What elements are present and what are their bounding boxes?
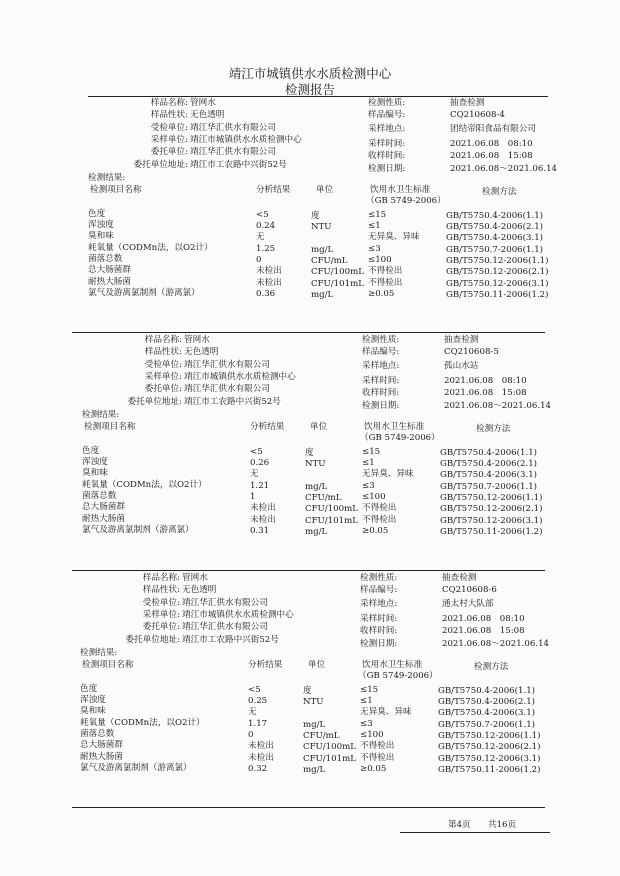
table-row-unit: mg/L — [305, 481, 328, 492]
info-value-sample-no: CQ210608-5 — [444, 347, 499, 358]
info-label-sample-no: 样品编号: — [362, 347, 400, 358]
table-row-method: GB/T5750.11-2006(1.2) — [440, 526, 543, 537]
table-row-method: GB/T5750.11-2006(1.2) — [446, 289, 549, 300]
table-row-item: 耗氧量（CODMn法，以O2计） — [82, 479, 207, 490]
table-row-result: 无 — [250, 469, 259, 480]
info-label-sample-state: 样品性状: — [150, 110, 188, 121]
col-header-result: 分析结果 — [250, 421, 285, 432]
info-value-sample-state: 无色透明 — [190, 110, 225, 121]
table-row-std: 无异臭、异味 — [360, 707, 412, 718]
col-header-std: 饮用水卫生标准 — [362, 659, 423, 670]
table-row-std: ≤100 — [362, 492, 386, 502]
table-row-item: 菌落总数 — [82, 491, 117, 501]
info-value-sampling-unit: 靖江市城镇供水水质检测中心 — [182, 609, 294, 620]
table-row-result: 未检出 — [256, 277, 282, 288]
table-row-std: 不得检出 — [368, 277, 403, 288]
table-row-std: 不得检出 — [362, 503, 397, 514]
col-header-unit: 单位 — [308, 659, 326, 670]
table-row-unit: mg/L — [303, 764, 326, 775]
table-row-unit: CFU/mL — [311, 256, 348, 266]
table-row-result: <5 — [256, 209, 269, 220]
table-row-item: 臭和味 — [88, 231, 114, 242]
table-row-std: ≤15 — [368, 209, 387, 220]
table-row-std: ≥0.05 — [368, 288, 395, 299]
info-value-entrusted-unit: 靖江华汇供水有限公司 — [190, 122, 276, 133]
table-row-unit: CFU/101mL — [311, 278, 364, 289]
info-label-sample-name: 样品名称: — [150, 98, 188, 108]
info-value-test-date: 2021.06.08～2021.06.14 — [444, 400, 552, 411]
table-row-result: 1.17 — [248, 718, 268, 729]
col-header-std: 饮用水卫生标准 — [370, 184, 431, 195]
table-row-std: ≤1 — [368, 221, 381, 232]
table-row-item: 氯气及游离氯制剂（游离氯） — [82, 524, 194, 535]
table-row-item: 总大肠菌群 — [80, 740, 123, 751]
info-label-sample-state: 样品性状: — [142, 585, 180, 596]
table-row-unit: CFU/100mL — [305, 504, 358, 515]
table-row-result: 无 — [256, 232, 265, 243]
table-row-method: GB/T5750.4-2006(3.1) — [446, 233, 544, 244]
col-header-result: 分析结果 — [248, 659, 283, 670]
table-row-item: 色度 — [82, 445, 100, 456]
info-label-sampling-time: 采样时间: — [360, 613, 398, 624]
info-value-sample-state: 无色透明 — [182, 585, 217, 596]
table-row-unit: mg/L — [311, 244, 334, 255]
info-value-sample-state: 无色透明 — [184, 347, 219, 358]
info-value-sampling-time: 2021.06.08 08:10 — [444, 375, 527, 386]
table-row-item: 氯气及游离氯制剂（游离氯） — [80, 762, 192, 773]
table-row-std: ≤100 — [368, 255, 392, 265]
info-value-receive-time: 2021.06.08 15:08 — [442, 626, 525, 637]
table-row-method: GB/T5750.12-2006(3.1) — [440, 515, 543, 526]
table-row-item: 色度 — [80, 683, 98, 694]
table-row-result: <5 — [248, 684, 261, 695]
col-header-item: 检测项目名称 — [82, 659, 134, 670]
info-value-sample-no: CQ210608-4 — [450, 110, 505, 121]
col-header-item: 检测项目名称 — [84, 421, 136, 432]
col-header-item: 检测项目名称 — [90, 184, 142, 195]
info-value-sampling-unit: 靖江市城镇供水水质检测中心 — [184, 371, 296, 382]
col-header-method: 检测方法 — [476, 423, 511, 434]
info-label-test-date: 检测日期: — [360, 638, 398, 649]
table-row-std: 不得检出 — [362, 514, 397, 525]
info-value-test-nature: 抽查检测 — [442, 573, 477, 583]
table-row-method: GB/T5750.4-2006(1.1) — [440, 447, 538, 458]
table-row-method: GB/T5750.12-2006(1.1) — [446, 256, 549, 266]
table-row-result: 0.32 — [248, 763, 268, 774]
info-label-sampling-time: 采样时间: — [368, 138, 406, 149]
table-row-item: 总大肠菌群 — [88, 265, 131, 276]
table-row-item: 耗氧量（CODMn法，以O2计） — [80, 717, 205, 728]
results-label: 检测结果: — [80, 647, 118, 658]
table-row-unit: mg/L — [303, 719, 326, 730]
table-row-item: 色度 — [88, 208, 106, 219]
table-row-method: GB/T5750.12-2006(3.1) — [446, 278, 549, 289]
info-label-client-address: 委托单位地址: — [133, 159, 188, 170]
table-row-result: 未检出 — [256, 266, 282, 277]
info-label-sample-state: 样品性状: — [144, 347, 182, 358]
info-value-sample-name: 管网水 — [184, 335, 210, 345]
table-row-method: GB/T5750.4-2006(2.1) — [446, 222, 544, 233]
table-row-item: 浑浊度 — [80, 695, 106, 706]
info-label-sampling-site: 采样地点: — [360, 599, 398, 610]
table-row-result: 0.31 — [250, 525, 270, 536]
info-value-sample-name: 管网水 — [182, 573, 208, 583]
info-label-receive-time: 收样时间: — [362, 388, 400, 399]
table-row-method: GB/T5750.12-2006(1.1) — [440, 493, 543, 503]
info-label-sampling-unit: 采样单位: — [150, 134, 188, 145]
table-row-result: 0.26 — [250, 458, 270, 469]
info-value-test-date: 2021.06.08～2021.06.14 — [450, 163, 558, 174]
table-row-unit: mg/L — [311, 289, 334, 300]
table-row-std: 不得检出 — [360, 752, 395, 763]
table-row-result: 0.25 — [248, 696, 268, 707]
col-header-method: 检测方法 — [474, 661, 509, 672]
table-row-item: 耗氧量（CODMn法，以O2计） — [88, 242, 213, 253]
table-row-method: GB/T5750.7-2006(1.1) — [440, 481, 538, 492]
table-row-std: ≥0.05 — [360, 763, 387, 774]
info-label-sampling-unit: 采样单位: — [142, 609, 180, 620]
table-row-item: 浑浊度 — [82, 457, 108, 468]
table-row-std: ≤3 — [360, 718, 373, 729]
table-row-unit: CFU/100mL — [311, 267, 364, 278]
info-label-sampling-site: 采样地点: — [368, 124, 406, 135]
table-row-item: 耐热大肠菌 — [82, 513, 125, 524]
info-label-client-unit: 委托单位: — [150, 147, 188, 158]
table-row-std: ≤3 — [368, 243, 381, 254]
info-label-entrusted-unit: 受检单位: — [144, 359, 182, 370]
table-row-item: 浑浊度 — [88, 220, 114, 231]
info-value-sampling-site: 团结帝阳食品有限公司 — [450, 124, 536, 135]
table-row-method: GB/T5750.4-2006(1.1) — [438, 685, 536, 696]
info-value-client-address: 靖江市工农路中兴街52号 — [184, 396, 281, 407]
page-total: 共16页 — [488, 820, 517, 830]
col-header-method: 检测方法 — [482, 186, 517, 197]
col-header-std: 饮用水卫生标准 — [364, 421, 425, 432]
table-row-unit: 度 — [311, 210, 320, 221]
info-value-receive-time: 2021.06.08 15:08 — [450, 151, 533, 162]
info-value-client-unit: 靖江华汇供水有限公司 — [190, 147, 276, 158]
table-row-item: 菌落总数 — [88, 254, 123, 264]
table-row-std: ≥0.05 — [362, 525, 389, 536]
table-row-method: GB/T5750.12-2006(3.1) — [438, 753, 541, 764]
info-value-sampling-unit: 靖江市城镇供水水质检测中心 — [190, 134, 302, 145]
table-row-method: GB/T5750.7-2006(1.1) — [438, 719, 536, 730]
table-row-std: 不得检出 — [360, 741, 395, 752]
table-row-unit: NTU — [303, 697, 324, 708]
table-row-method: GB/T5750.12-2006(2.1) — [446, 267, 549, 278]
table-row-std: ≤15 — [362, 446, 381, 457]
table-row-method: GB/T5750.4-2006(2.1) — [438, 697, 536, 708]
table-row-unit: mg/L — [305, 526, 328, 537]
info-label-sampling-site: 采样地点: — [362, 361, 400, 372]
results-label: 检测结果: — [88, 172, 126, 183]
col-header-std-code: （GB 5749-2006） — [358, 670, 438, 681]
table-row-result: 未检出 — [250, 514, 276, 525]
table-row-method: GB/T5750.4-2006(1.1) — [446, 210, 544, 221]
info-value-sampling-time: 2021.06.08 08:10 — [442, 613, 525, 624]
table-row-std: ≤100 — [360, 730, 384, 740]
table-row-item: 菌落总数 — [80, 729, 115, 739]
table-row-item: 耐热大肠菌 — [88, 276, 131, 287]
table-row-unit: CFU/mL — [305, 493, 342, 503]
table-row-unit: CFU/101mL — [303, 753, 356, 764]
info-value-entrusted-unit: 靖江华汇供水有限公司 — [184, 359, 270, 370]
table-row-unit: 度 — [305, 447, 314, 458]
table-row-unit: NTU — [305, 459, 326, 470]
info-value-sampling-site: 通太村大队部 — [442, 599, 494, 610]
info-value-sample-name: 管网水 — [190, 98, 216, 108]
table-row-std: ≤1 — [360, 696, 373, 707]
table-row-unit: 度 — [303, 685, 312, 696]
table-row-method: GB/T5750.12-2006(2.1) — [438, 742, 541, 753]
results-label: 检测结果: — [82, 409, 120, 420]
table-row-item: 氯气及游离氯制剂（游离氯） — [88, 287, 200, 298]
info-label-sample-name: 样品名称: — [142, 573, 180, 583]
info-label-sampling-time: 采样时间: — [362, 375, 400, 386]
info-value-sampling-site: 孤山水站 — [444, 361, 479, 372]
info-label-client-address: 委托单位地址: — [125, 634, 180, 645]
table-row-result: <5 — [250, 446, 263, 457]
table-row-result: 0.24 — [256, 221, 276, 232]
info-label-receive-time: 收样时间: — [368, 151, 406, 162]
page-number: 第4页 — [448, 820, 471, 830]
info-label-test-nature: 检测性质: — [362, 335, 400, 345]
section-top-rule — [72, 570, 545, 571]
table-row-result: 1.25 — [256, 243, 276, 254]
info-value-sample-no: CQ210608-6 — [442, 585, 497, 596]
info-value-client-unit: 靖江华汇供水有限公司 — [182, 622, 268, 633]
info-label-client-address: 委托单位地址: — [127, 396, 182, 407]
col-header-std-code: （GB 5749-2006） — [360, 432, 440, 443]
info-label-test-nature: 检测性质: — [360, 573, 398, 583]
info-value-test-nature: 抽查检测 — [444, 335, 479, 345]
table-row-std: ≤1 — [362, 458, 375, 469]
table-row-item: 臭和味 — [80, 706, 106, 717]
col-header-unit: 单位 — [310, 421, 328, 432]
table-row-unit: CFU/mL — [303, 731, 340, 741]
table-row-result: 未检出 — [248, 752, 274, 763]
info-value-client-unit: 靖江华汇供水有限公司 — [184, 384, 270, 395]
table-row-method: GB/T5750.4-2006(3.1) — [440, 470, 538, 481]
table-row-method: GB/T5750.11-2006(1.2) — [438, 764, 541, 775]
table-row-method: GB/T5750.4-2006(3.1) — [438, 708, 536, 719]
table-row-std: ≤3 — [362, 480, 375, 491]
table-row-std: 无异臭、异味 — [368, 232, 420, 243]
table-row-result: 未检出 — [248, 741, 274, 752]
info-label-entrusted-unit: 受检单位: — [142, 597, 180, 608]
table-row-result: 0.36 — [256, 288, 276, 299]
info-label-sample-no: 样品编号: — [360, 585, 398, 596]
table-row-result: 无 — [248, 707, 257, 718]
table-row-std: 无异臭、异味 — [362, 469, 414, 480]
table-row-result: 1.21 — [250, 480, 270, 491]
info-value-client-address: 靖江市工农路中兴街52号 — [182, 634, 279, 645]
info-value-client-address: 靖江市工农路中兴街52号 — [190, 159, 287, 170]
info-value-test-date: 2021.06.08～2021.06.14 — [442, 638, 550, 649]
table-row-result: 未检出 — [250, 503, 276, 514]
section-top-rule — [72, 332, 545, 333]
info-value-sampling-time: 2021.06.08 08:10 — [450, 138, 533, 149]
table-row-result: 1 — [250, 492, 256, 502]
table-row-item: 耐热大肠菌 — [80, 751, 123, 762]
table-row-method: GB/T5750.4-2006(2.1) — [440, 459, 538, 470]
table-row-unit: CFU/101mL — [305, 515, 358, 526]
info-label-test-date: 检测日期: — [368, 163, 406, 174]
info-label-test-nature: 检测性质: — [368, 98, 406, 108]
col-header-unit: 单位 — [316, 184, 334, 195]
report-org-title: 靖江市城镇供水水质检测中心 — [228, 66, 392, 81]
info-label-client-unit: 委托单位: — [144, 384, 182, 395]
table-row-method: GB/T5750.12-2006(2.1) — [440, 504, 543, 515]
report-subtitle: 检测报告 — [284, 82, 335, 97]
col-header-result: 分析结果 — [256, 184, 291, 195]
table-row-method: GB/T5750.12-2006(1.1) — [438, 731, 541, 741]
table-row-result: 0 — [248, 730, 254, 740]
info-label-entrusted-unit: 受检单位: — [150, 122, 188, 133]
info-label-test-date: 检测日期: — [362, 400, 400, 411]
table-row-method: GB/T5750.7-2006(1.1) — [446, 244, 544, 255]
table-row-unit: CFU/100mL — [303, 742, 356, 753]
table-row-std: 不得检出 — [368, 266, 403, 277]
info-label-client-unit: 委托单位: — [142, 622, 180, 633]
table-row-unit: NTU — [311, 222, 332, 233]
table-row-item: 总大肠菌群 — [82, 502, 125, 513]
section-top-rule — [88, 96, 548, 97]
col-header-std-code: （GB 5749-2006） — [366, 195, 446, 206]
section-bottom-rule — [72, 807, 545, 808]
info-label-sampling-unit: 采样单位: — [144, 371, 182, 382]
footer-rule — [400, 832, 550, 833]
table-row-result: 0 — [256, 255, 262, 265]
info-label-receive-time: 收样时间: — [360, 626, 398, 637]
info-label-sample-no: 样品编号: — [368, 110, 406, 121]
info-value-entrusted-unit: 靖江华汇供水有限公司 — [182, 597, 268, 608]
info-value-receive-time: 2021.06.08 15:08 — [444, 388, 527, 399]
table-row-std: ≤15 — [360, 684, 379, 695]
table-row-item: 臭和味 — [82, 468, 108, 479]
info-value-test-nature: 抽查检测 — [450, 98, 485, 108]
info-label-sample-name: 样品名称: — [144, 335, 182, 345]
